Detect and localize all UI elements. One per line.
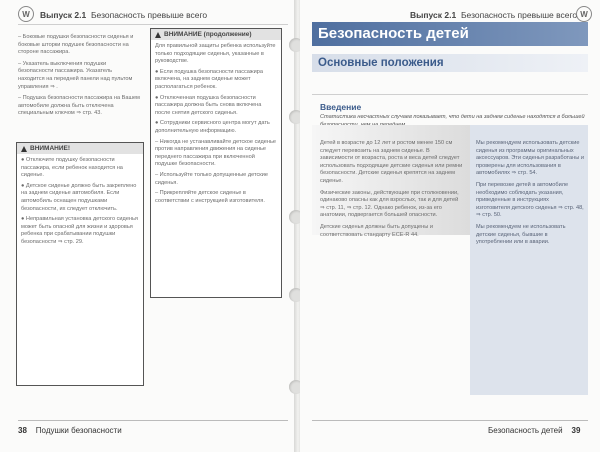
left-page bbox=[0, 0, 296, 452]
warning-triangle-icon bbox=[21, 146, 27, 152]
left-page-footer bbox=[18, 426, 122, 435]
footer-rule bbox=[312, 420, 588, 421]
paragraph: ● Детское сиденье должно быть закреплено на заднем сиденье автомобиля. Если автомобиль оснащен подушками безопасности, их следует отключить. bbox=[21, 182, 137, 212]
paragraph: Детей в возрасте до 12 лет и ростом менее 150 см следует перевозить на заднем сиденье. В зависимости от возраста, роста и веса детей следует использовать подходящие детские сиденья или ремни безопасности. Детские сиденья крепятся на заднем сиденье. bbox=[320, 140, 463, 184]
warning-box-left bbox=[16, 142, 144, 386]
intro-rule bbox=[312, 94, 588, 95]
header-rule bbox=[18, 24, 288, 25]
page-number: 39 bbox=[571, 426, 581, 435]
right-col1-text bbox=[320, 140, 464, 243]
paragraph: – Подушка безопасности пассажира на Вашем автомобиле должна быть отключена специальным ключом ⇒ стр. 43. bbox=[18, 95, 140, 117]
paragraph: При перевозке детей в автомобиле необходимо соблюдать указания, приведенные в инструкциях изготовителя детского сиденья ⇒ стр. 48, ⇒ стр. 50. bbox=[476, 181, 584, 219]
warning-heading bbox=[17, 143, 143, 154]
warning-body bbox=[151, 40, 281, 211]
header-title: Безопасность превыше всего bbox=[90, 10, 208, 20]
paragraph: Мы рекомендуем использовать детские сиденья из программы оригинальных аксессуаров. Эти сиденья разработаны и проверены для использования в автомобилях ⇒ стр. 54. bbox=[476, 140, 584, 177]
paragraph: – Боковые подушки безопасности сиденья и боковые шторки подушек безопасности на стороне пассажира. bbox=[18, 34, 134, 56]
paragraph: ● Неправильная установка детского сиденья может быть опасной для жизни и здоровья ребенка при срабатывании подушки безопасности ⇒ стр. 29. bbox=[21, 216, 138, 245]
paragraph: – Прикрепляйте детское сиденье в соответствии с инструкцией изготовителя. bbox=[155, 190, 265, 204]
warning-heading-text: ВНИМАНИЕ (продолжение) bbox=[164, 31, 252, 38]
paragraph: Мы рекомендуем не использовать детские сиденья, бывшие в употреблении или в аварии. bbox=[476, 223, 566, 246]
intro-lead: Статистика несчастных случаев показывает, что дети на заднем сиденье находятся в большей bbox=[320, 114, 585, 120]
header-section: Выпуск 2.1 bbox=[40, 10, 87, 20]
paragraph: – Никогда не устанавливайте детское сиденье против направления движения на сиденье переднего пассажира при включенной подушке безопасности. bbox=[155, 138, 276, 168]
left-col1-text bbox=[18, 34, 140, 122]
left-page-header bbox=[40, 10, 207, 20]
vw-logo-icon: W bbox=[576, 6, 592, 22]
intro-heading: Введение bbox=[320, 102, 362, 112]
paragraph: ● Если подушка безопасности пассажира включена, на заднем сиденье может располагаться ребенок. bbox=[155, 68, 263, 90]
header-title: Безопасность превыше всего bbox=[460, 10, 578, 20]
footer-title: Подушки безопасности bbox=[35, 426, 122, 435]
right-page-header bbox=[410, 10, 577, 20]
section-subtitle: Основные положения bbox=[312, 54, 588, 72]
paragraph: Физические законы, действующие при столкновении, одинаково опасны как для взрослых, так и для детей ⇒ стр. 11, ⇒ стр. 12. Однако ребенок, из-за его анатомии, подвергается большей опасности. bbox=[320, 189, 459, 219]
warning-body bbox=[17, 154, 143, 253]
warning-triangle-icon bbox=[155, 32, 161, 38]
footer-title: Безопасность детей bbox=[488, 426, 563, 435]
page-number: 38 bbox=[18, 426, 27, 435]
footer-rule bbox=[18, 420, 288, 421]
paragraph: ● Отключите подушку безопасности пассажира, если ребенок находится на сиденье. bbox=[21, 157, 123, 179]
section-title: Безопасность детей bbox=[312, 22, 588, 46]
sidebar-text bbox=[476, 140, 584, 251]
warning-heading bbox=[151, 29, 281, 40]
vw-logo-icon: W bbox=[18, 6, 34, 22]
warning-box-right bbox=[150, 28, 282, 298]
paragraph: ● Сотрудники сервисного центра могут дать дополнительную информацию. bbox=[155, 120, 270, 134]
paragraph: Детские сиденья должны быть допущены и соответствовать стандарту ECE-R 44. bbox=[320, 223, 433, 238]
paragraph: Для правильной защиты ребенка используйте только подходящие сиденья, указанные в руководстве. bbox=[155, 43, 276, 65]
paragraph: – Используйте только допущенные детские сиденья. bbox=[155, 171, 268, 186]
right-page-footer bbox=[488, 426, 580, 435]
header-section: Выпуск 2.1 bbox=[410, 10, 457, 20]
paragraph: – Указатель выключения подушки безопасности пассажира. Указатель находится на передней панели над пультом управления ⇒ . bbox=[18, 60, 133, 90]
warning-heading-text: ВНИМАНИЕ! bbox=[30, 145, 71, 152]
paragraph: ● Отключенная подушка безопасности пассажира должна быть снова включена после снятия детского сиденья. bbox=[155, 94, 262, 116]
